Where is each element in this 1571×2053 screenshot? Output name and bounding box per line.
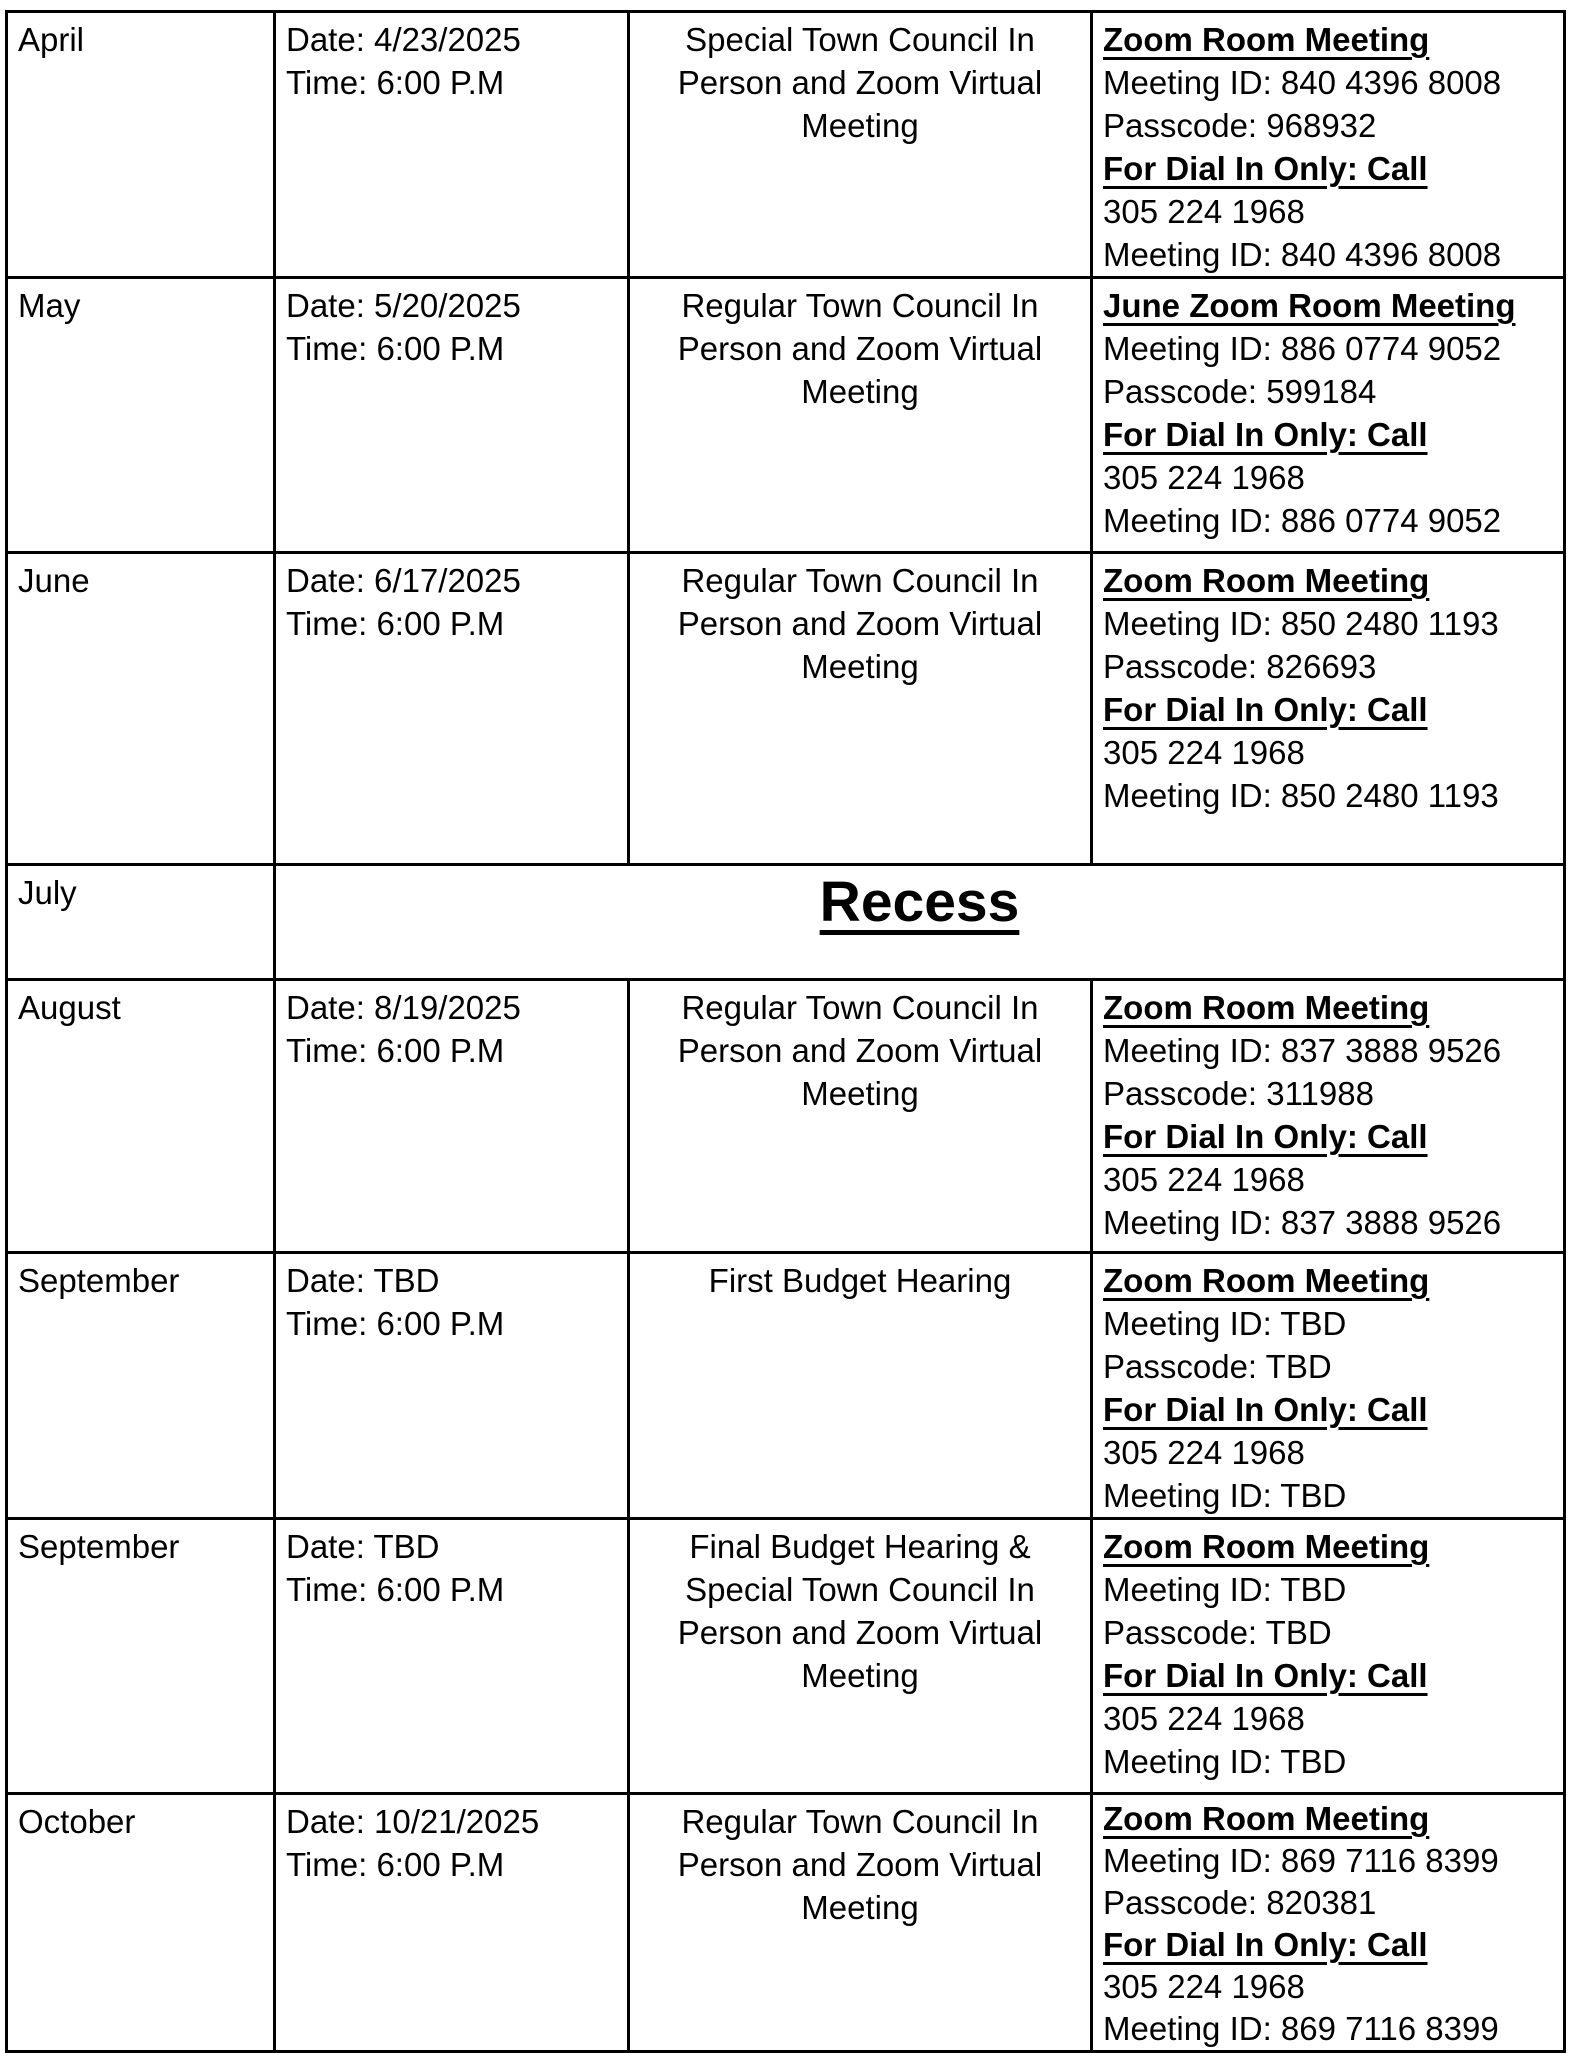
zoom-meeting-header: Zoom Room Meeting [1103,562,1430,599]
dial-in-header: For Dial In Only: Call [1103,416,1428,453]
table-row-june [7,553,1565,865]
meeting-id-line: Meeting ID: 837 3888 9526 [1103,1032,1502,1069]
passcode-line: Passcode: 968932 [1103,107,1377,144]
phone-line: 305 224 1968 [1103,1434,1305,1471]
month-label: May [18,287,81,324]
passcode-line: Passcode: TBD [1103,1614,1332,1651]
description-text: First Budget Hearing [708,1262,1012,1299]
description-cell [629,980,1092,1253]
month-cell [7,1519,275,1794]
time-line: Time: 6:00 P.M [286,1571,505,1608]
date-line: Date: 10/21/2025 [286,1803,540,1840]
description-cell [629,1794,1092,2052]
time-line: Time: 6:00 P.M [286,1305,505,1342]
date-line: Date: 8/19/2025 [286,989,521,1026]
time-line: Time: 6:00 P.M [286,330,505,367]
zoom-details-cell [1092,1794,1565,2052]
datetime-cell [275,1794,629,2052]
table-row-april [7,12,1565,278]
dial-in-header: For Dial In Only: Call [1103,1118,1428,1155]
phone-line: 305 224 1968 [1103,459,1305,496]
meeting-id-repeat-line: Meeting ID: 850 2480 1193 [1103,777,1499,814]
zoom-meeting-header: Zoom Room Meeting [1103,1528,1430,1565]
month-label: August [18,989,121,1026]
table-row-september-second [7,1519,1565,1794]
description-text: Special Town Council In Person and Zoom Virtual Meeting [677,21,1043,144]
description-cell [629,553,1092,865]
month-label: September [18,1262,180,1299]
phone-line: 305 224 1968 [1103,1700,1305,1737]
dial-in-header: For Dial In Only: Call [1103,1926,1428,1963]
datetime-cell [275,1519,629,1794]
time-line: Time: 6:00 P.M [286,1846,505,1883]
description-text: Regular Town Council In Person and Zoom Virtual Meeting [677,1803,1043,1926]
passcode-line: Passcode: 826693 [1103,648,1377,685]
month-label: June [18,562,90,599]
datetime-cell [275,553,629,865]
date-line: Date: 6/17/2025 [286,562,521,599]
zoom-details-cell [1092,278,1565,553]
month-cell [7,12,275,278]
date-line: Date: 4/23/2025 [286,21,521,58]
passcode-line: Passcode: 599184 [1103,373,1377,410]
passcode-line: Passcode: TBD [1103,1348,1332,1385]
meeting-id-line: Meeting ID: 840 4396 8008 [1103,64,1502,101]
datetime-cell [275,12,629,278]
meeting-id-repeat-line: Meeting ID: 869 7116 8399 [1103,2010,1499,2047]
date-line: Date: TBD [286,1528,440,1565]
zoom-details-cell [1092,1253,1565,1519]
date-line: Date: 5/20/2025 [286,287,521,324]
description-cell [629,278,1092,553]
description-cell [629,1519,1092,1794]
dial-in-header: For Dial In Only: Call [1103,150,1428,187]
time-line: Time: 6:00 P.M [286,64,505,101]
phone-line: 305 224 1968 [1103,193,1305,230]
description-cell [629,1253,1092,1519]
month-label: September [18,1528,180,1565]
meeting-id-line: Meeting ID: 886 0774 9052 [1103,330,1502,367]
month-cell [7,553,275,865]
datetime-cell [275,980,629,1253]
description-cell [629,12,1092,278]
time-line: Time: 6:00 P.M [286,605,505,642]
table-row-july-recess [7,865,1565,980]
month-cell [7,865,275,980]
zoom-details-cell [1092,553,1565,865]
time-line: Time: 6:00 P.M [286,1032,505,1069]
month-cell [7,278,275,553]
zoom-details-cell [1092,1519,1565,1794]
zoom-meeting-header: Zoom Room Meeting [1103,1262,1430,1299]
table-row-may [7,278,1565,553]
recess-cell [275,865,1565,980]
zoom-details-cell [1092,980,1565,1253]
zoom-meeting-header: Zoom Room Meeting [1103,989,1430,1026]
meeting-schedule-table [5,10,1566,2053]
month-label: April [18,21,85,58]
phone-line: 305 224 1968 [1103,1968,1305,2005]
recess-label: Recess [819,870,1020,934]
meeting-id-line: Meeting ID: TBD [1103,1305,1347,1342]
date-line: Date: TBD [286,1262,440,1299]
datetime-cell [275,278,629,553]
meeting-id-line: Meeting ID: TBD [1103,1571,1347,1608]
meeting-id-line: Meeting ID: 850 2480 1193 [1103,605,1499,642]
table-row-august [7,980,1565,1253]
dial-in-header: For Dial In Only: Call [1103,691,1428,728]
passcode-line: Passcode: 311988 [1103,1075,1374,1112]
description-text: Regular Town Council In Person and Zoom Virtual Meeting [677,287,1043,410]
meeting-id-repeat-line: Meeting ID: 837 3888 9526 [1103,1204,1502,1241]
table-row-october [7,1794,1565,2052]
month-cell [7,1794,275,2052]
meeting-id-repeat-line: Meeting ID: 840 4396 8008 [1103,236,1502,273]
description-text: Regular Town Council In Person and Zoom Virtual Meeting [677,989,1043,1112]
month-cell [7,980,275,1253]
description-text: Final Budget Hearing & Special Town Council In Person and Zoom Virtual Meeting [677,1528,1043,1694]
meeting-id-line: Meeting ID: 869 7116 8399 [1103,1842,1499,1879]
table-row-september-first [7,1253,1565,1519]
phone-line: 305 224 1968 [1103,1161,1305,1198]
zoom-meeting-header: Zoom Room Meeting [1103,1800,1430,1837]
datetime-cell [275,1253,629,1519]
month-label: July [18,874,77,911]
dial-in-header: For Dial In Only: Call [1103,1657,1428,1694]
passcode-line: Passcode: 820381 [1103,1884,1377,1921]
meeting-id-repeat-line: Meeting ID: TBD [1103,1477,1347,1514]
zoom-meeting-header: Zoom Room Meeting [1103,21,1430,58]
zoom-details-cell [1092,12,1565,278]
month-label: October [18,1803,136,1840]
month-cell [7,1253,275,1519]
description-text: Regular Town Council In Person and Zoom Virtual Meeting [677,562,1043,685]
meeting-id-repeat-line: Meeting ID: 886 0774 9052 [1103,502,1502,539]
phone-line: 305 224 1968 [1103,734,1305,771]
meeting-id-repeat-line: Meeting ID: TBD [1103,1743,1347,1780]
dial-in-header: For Dial In Only: Call [1103,1391,1428,1428]
zoom-meeting-header: June Zoom Room Meeting [1103,287,1516,324]
